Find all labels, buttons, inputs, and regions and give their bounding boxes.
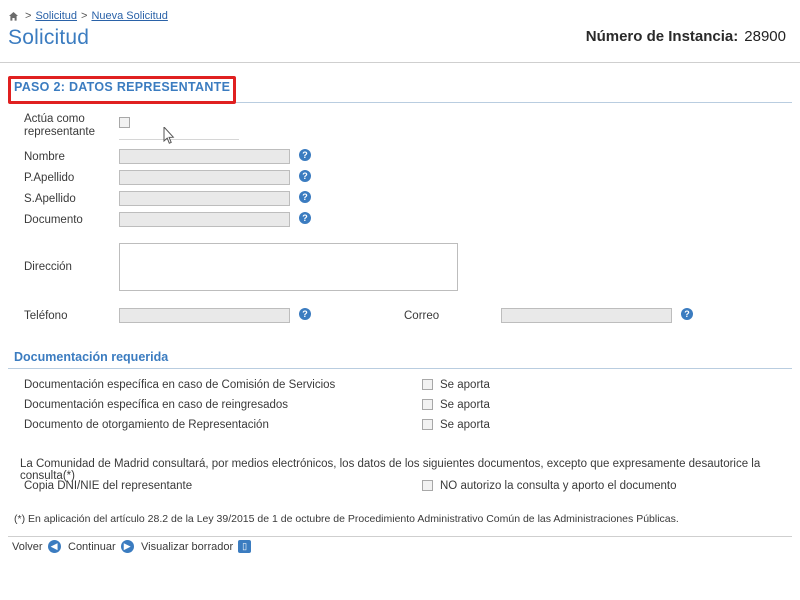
document-icon: ▯ [238,540,251,553]
header-divider [0,62,800,63]
breadcrumb-link-nueva-solicitud[interactable]: Nueva Solicitud [91,10,168,22]
page-bottom-area [0,570,800,600]
nombre-label: Nombre [24,151,65,163]
breadcrumb [8,10,168,22]
doc-row-check-label-1: Se aporta [440,399,490,411]
visualizar-borrador-button-label: Visualizar borrador [141,540,234,553]
doc-row-label-2: Documento de otorgamiento de Representación [24,419,269,431]
correo-help-icon[interactable]: ? [681,308,693,320]
actua-como-representante-label [24,113,114,139]
footer-divider [8,536,792,537]
instancia-value: 28900 [744,28,786,45]
doc-row-checkbox-2[interactable] [422,419,433,430]
telefono-label: Teléfono [24,310,68,322]
primer-apellido-input[interactable] [119,170,290,185]
doc-row-checkbox-1[interactable] [422,399,433,410]
mouse-cursor [163,127,175,145]
home-icon[interactable] [8,11,19,22]
doc-row-label-1: Documentación específica en caso de reingresados [24,399,289,411]
doc-row-check-label-2: Se aporta [440,419,490,431]
direccion-label: Dirección [24,261,72,273]
instancia-label: Número de Instancia: [585,28,739,45]
volver-button[interactable] [12,540,61,553]
arrow-right-circle-icon: ▶ [121,540,134,553]
documentacion-divider [8,368,792,369]
correo-input[interactable] [501,308,672,323]
breadcrumb-separator-1: > [81,10,88,22]
documento-help-icon[interactable]: ? [299,212,311,224]
primer-apellido-label: P.Apellido [24,172,75,184]
correo-label: Correo [404,310,440,322]
direccion-textarea[interactable] [119,243,458,291]
continuar-button[interactable] [68,540,134,553]
telefono-help-icon[interactable]: ? [299,308,311,320]
documentacion-requerida-title: Documentación requerida [14,350,169,364]
actua-row-divider [119,139,239,140]
doc-row-checkbox-0[interactable] [422,379,433,390]
consent-row-checkbox[interactable] [422,480,433,491]
legal-footnote: (*) En aplicación del artículo 28.2 de la Ley 39/2015 de 1 de octubre de Procedimiento Administrativo Común de las Administraciones Públicas. [14,513,679,525]
actua-como-representante-checkbox[interactable] [119,117,130,128]
documento-input[interactable] [119,212,290,227]
segundo-apellido-input[interactable] [119,191,290,206]
arrow-left-circle-icon: ◀ [48,540,61,553]
segundo-apellido-label: S.Apellido [24,193,76,205]
primer-apellido-help-icon[interactable]: ? [299,170,311,182]
documento-label: Documento [24,214,83,226]
breadcrumb-link-solicitud[interactable]: Solicitud [35,10,78,22]
telefono-input[interactable] [119,308,290,323]
nombre-input[interactable] [119,149,290,164]
continuar-button-label: Continuar [68,540,116,553]
segundo-apellido-help-icon[interactable]: ? [299,191,311,203]
doc-row-check-label-0: Se aporta [440,379,490,391]
visualizar-borrador-button[interactable] [141,540,251,553]
page-title: Solicitud [8,26,90,49]
nombre-help-icon[interactable]: ? [299,149,311,161]
consulta-notice: La Comunidad de Madrid consultará, por medios electrónicos, los datos de los siguientes documentos, excepto que expresamente desautorice la consulta(*) [20,458,761,482]
volver-button-label: Volver [12,540,43,553]
doc-row-label-0: Documentación específica en caso de Comisión de Servicios [24,379,336,391]
actua-label-line1: Actúa como [24,113,85,125]
actua-label-line2: representante [24,126,95,138]
breadcrumb-separator-0: > [25,10,32,22]
consent-row-check-label: NO autorizo la consulta y aporto el documento [440,480,677,492]
step-title: PASO 2: DATOS REPRESENTANTE [14,80,231,94]
consent-row-label: Copia DNI/NIE del representante [24,480,193,492]
instancia-block [586,28,786,45]
